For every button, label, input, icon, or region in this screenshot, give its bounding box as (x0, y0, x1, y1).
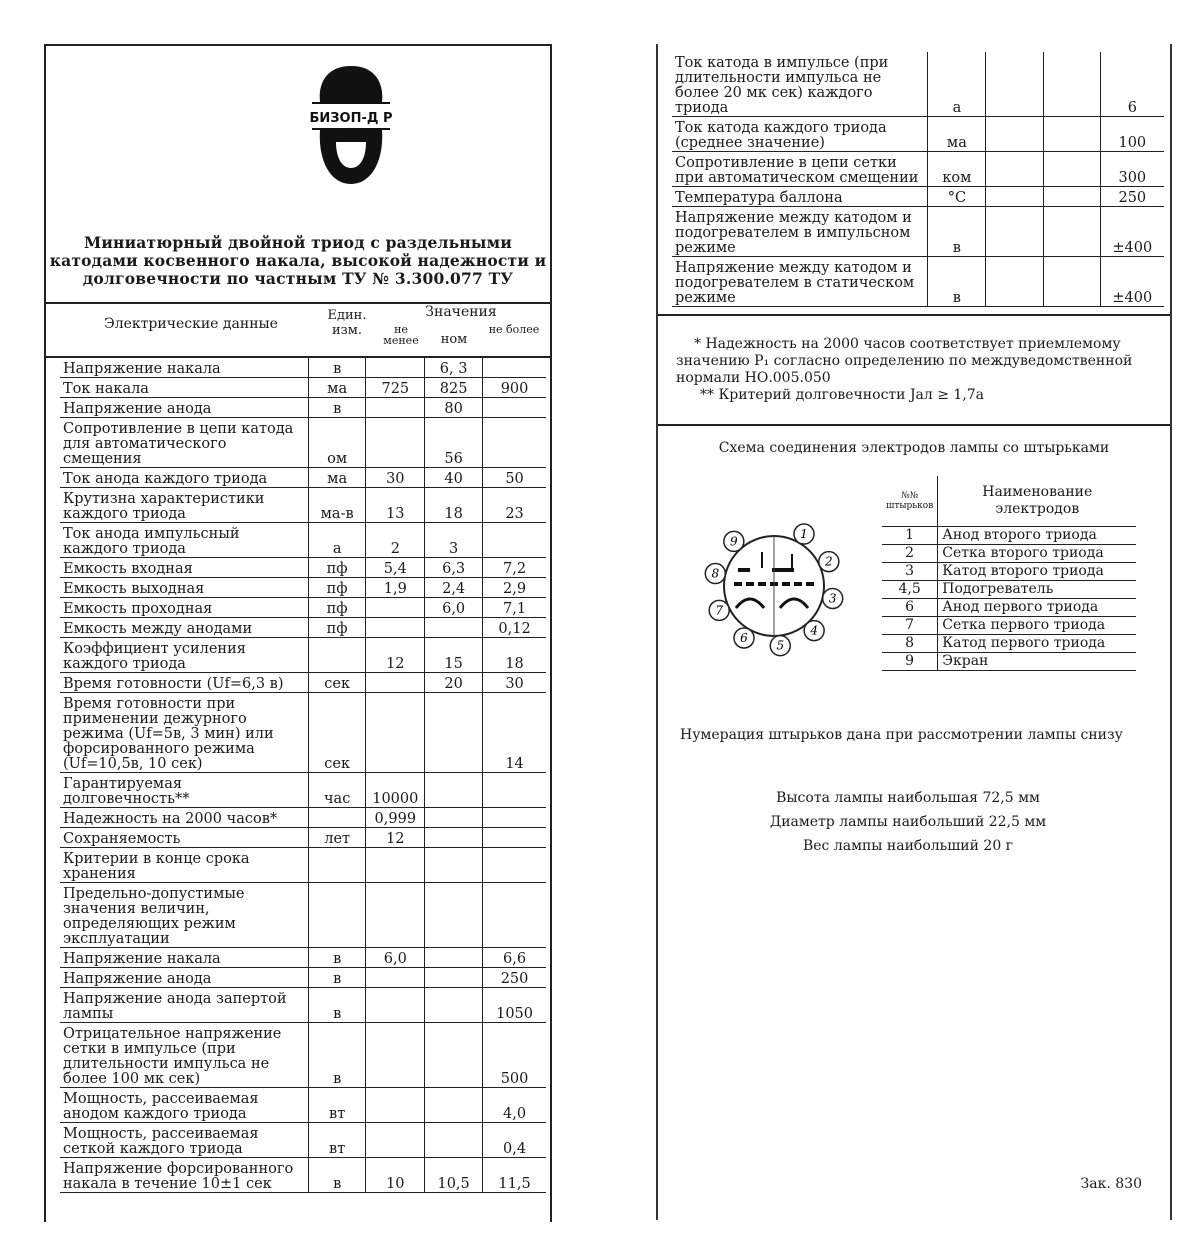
pin-electrode: Сетка первого триода (938, 617, 1137, 635)
table-row (60, 468, 546, 488)
row-nom (1043, 207, 1100, 257)
row-min (986, 187, 1043, 207)
row-min (986, 207, 1043, 257)
table-row (60, 488, 546, 523)
row-name: Сохраняемость (60, 828, 308, 848)
row-max: 6 (1100, 52, 1164, 117)
pins-header-num: №№ штырьков (882, 476, 938, 527)
row-max: ±400 (1100, 207, 1164, 257)
row-name: Емкость входная (60, 558, 308, 578)
row-name: Напряжение анода (60, 968, 308, 988)
row-unit: в (308, 358, 366, 378)
row-name: Ток накала (60, 378, 308, 398)
header-max: не более (488, 323, 540, 336)
row-nom (425, 773, 483, 808)
header-electrical: Электрические данные (104, 316, 278, 332)
row-max: 900 (483, 378, 546, 398)
row-min (366, 883, 425, 948)
table-row (60, 578, 546, 598)
row-min: 1,9 (366, 578, 425, 598)
row-nom (425, 1023, 483, 1088)
row-unit (308, 883, 366, 948)
row-min (366, 1023, 425, 1088)
row-min: 12 (366, 638, 425, 673)
row-nom: 20 (425, 673, 483, 693)
row-name: Гарантируемая долговечность** (60, 773, 308, 808)
pin-number: 3 (882, 563, 938, 581)
table-row (60, 418, 546, 468)
row-nom (425, 693, 483, 773)
document-title: Миниатюрный двойной триод с раздельными катодами косвенного накала, высокой надежности и долговечности по частным ТУ № 3.300.077 ТУ (49, 233, 547, 288)
row-unit: ма (308, 378, 366, 398)
table-row (60, 1158, 546, 1193)
pin-number: 2 (882, 545, 938, 563)
row-min: 0,999 (366, 808, 425, 828)
pin-number: 6 (882, 599, 938, 617)
row-name: Отрицательное напряжение сетки в импульсе (при длительности импульса не более 100 мк сек) (60, 1023, 308, 1088)
row-max: 0,12 (483, 618, 546, 638)
row-nom: 18 (425, 488, 483, 523)
row-nom: 15 (425, 638, 483, 673)
pin-label: 5 (776, 638, 785, 653)
row-name: Время готовности при применении дежурного режима (Uf=5в, 3 мин) или форсированного режима (Uf=10,5в, 10 сек) (60, 693, 308, 773)
row-max (483, 808, 546, 828)
row-nom (425, 883, 483, 948)
row-unit: пф (308, 598, 366, 618)
row-nom: 825 (425, 378, 483, 398)
row-min: 2 (366, 523, 425, 558)
table-row (672, 52, 1164, 117)
row-nom: 2,4 (425, 578, 483, 598)
row-max: 0,4 (483, 1123, 546, 1158)
row-max (483, 883, 546, 948)
row-unit: пф (308, 618, 366, 638)
row-max: 4,0 (483, 1088, 546, 1123)
row-unit: в (308, 968, 366, 988)
list-item (882, 635, 1136, 653)
row-min (366, 418, 425, 468)
row-name: Напряжение между катодом и подогревателем в статическом режиме (672, 257, 928, 307)
row-unit: пф (308, 558, 366, 578)
pin-table (882, 476, 1136, 671)
pin-electrode: Анод второго триода (938, 527, 1137, 545)
row-max: 7,2 (483, 558, 546, 578)
row-unit: в (308, 398, 366, 418)
row-nom: 6, 3 (425, 358, 483, 378)
table-row (672, 207, 1164, 257)
row-max: 100 (1100, 117, 1164, 152)
header-nom: ном (440, 332, 468, 347)
footnotes (676, 336, 1166, 404)
row-name: Крутизна характеристики каждого триода (60, 488, 308, 523)
pin-label: 7 (715, 603, 724, 618)
row-name: Ток анода импульсный каждого триода (60, 523, 308, 558)
header-unit: Един. изм. (327, 308, 367, 338)
dimension-weight: Вес лампы наибольший 20 г (802, 838, 1014, 854)
row-unit: пф (308, 578, 366, 598)
row-min (366, 598, 425, 618)
row-name: Мощность, рассеиваемая сеткой каждого триода (60, 1123, 308, 1158)
row-max: 30 (483, 673, 546, 693)
row-max: 6,6 (483, 948, 546, 968)
pin-electrode: Анод первого триода (938, 599, 1137, 617)
row-unit: в (308, 948, 366, 968)
table-row (60, 988, 546, 1023)
row-name: Надежность на 2000 часов* (60, 808, 308, 828)
table-row (60, 828, 546, 848)
row-max: 7,1 (483, 598, 546, 618)
row-min (366, 848, 425, 883)
pin-label: 4 (810, 623, 818, 638)
table-row (60, 948, 546, 968)
row-nom (425, 618, 483, 638)
limits-table-continued (672, 52, 1164, 307)
row-max: 300 (1100, 152, 1164, 187)
row-max: 250 (483, 968, 546, 988)
row-min (366, 618, 425, 638)
table-row (60, 1123, 546, 1158)
row-unit: ма-в (308, 488, 366, 523)
manufacturer-logo (306, 60, 396, 192)
list-item (882, 653, 1136, 671)
table-row (672, 117, 1164, 152)
row-unit: а (308, 523, 366, 558)
pin-electrode: Катод второго триода (938, 563, 1137, 581)
row-name: Напряжение анода запертой лампы (60, 988, 308, 1023)
left-page (44, 44, 552, 1222)
table-row (672, 257, 1164, 307)
row-min: 30 (366, 468, 425, 488)
row-name: Температура баллона (672, 187, 928, 207)
table-row (60, 968, 546, 988)
row-min: 10 (366, 1158, 425, 1193)
row-name: Ток катода каждого триода (среднее значение) (672, 117, 928, 152)
schema-title: Схема соединения электродов лампы со штырьками (718, 440, 1110, 456)
list-item (882, 581, 1136, 599)
row-min: 6,0 (366, 948, 425, 968)
row-nom: 3 (425, 523, 483, 558)
row-name: Критерии в конце срока хранения (60, 848, 308, 883)
table-row (60, 1023, 546, 1088)
table-row (672, 187, 1164, 207)
row-max: 23 (483, 488, 546, 523)
row-nom: 40 (425, 468, 483, 488)
row-nom: 6,0 (425, 598, 483, 618)
row-unit: в (928, 207, 986, 257)
row-unit: а (928, 52, 986, 117)
row-name: Напряжение накала (60, 948, 308, 968)
table-row (60, 693, 546, 773)
pin-number: 7 (882, 617, 938, 635)
pin-electrode: Подогреватель (938, 581, 1137, 599)
row-unit: вт (308, 1088, 366, 1123)
pin-number: 1 (882, 527, 938, 545)
row-nom (425, 988, 483, 1023)
table-row (60, 883, 546, 948)
row-max: 250 (1100, 187, 1164, 207)
table-row (60, 638, 546, 673)
row-unit: ма (928, 117, 986, 152)
pin-number: 8 (882, 635, 938, 653)
dimension-diameter: Диаметр лампы наибольший 22,5 мм (769, 814, 1047, 830)
footnote-durability: ** Критерий долговечности Jал ≥ 1,7а (700, 387, 985, 403)
pin-label: 1 (800, 527, 808, 542)
list-item (882, 527, 1136, 545)
row-max: 1050 (483, 988, 546, 1023)
row-name: Емкость выходная (60, 578, 308, 598)
row-nom (425, 808, 483, 828)
row-max: 50 (483, 468, 546, 488)
list-item (882, 563, 1136, 581)
table-row (60, 398, 546, 418)
row-unit: ком (928, 152, 986, 187)
row-unit: ма (308, 468, 366, 488)
row-min (366, 988, 425, 1023)
row-max: 18 (483, 638, 546, 673)
table-row (672, 152, 1164, 187)
electrical-data-table (60, 358, 546, 1193)
order-number: Зак. 830 (1080, 1176, 1142, 1192)
header-min: не менее (383, 323, 419, 347)
row-unit: в (928, 257, 986, 307)
row-max (483, 773, 546, 808)
row-name: Напряжение форсированного накала в течение 10±1 сек (60, 1158, 308, 1193)
pin-label: 3 (828, 591, 837, 606)
divider (658, 424, 1170, 426)
row-max: ±400 (1100, 257, 1164, 307)
row-nom (1043, 187, 1100, 207)
divider (658, 314, 1170, 316)
row-name: Сопротивление в цепи катода для автоматического смещения (60, 418, 308, 468)
row-min (366, 1088, 425, 1123)
row-min (366, 358, 425, 378)
row-max (483, 848, 546, 883)
table-row (60, 598, 546, 618)
row-max: 500 (483, 1023, 546, 1088)
pin-number: 4,5 (882, 581, 938, 599)
pin-label: 6 (740, 630, 748, 645)
row-nom: 10,5 (425, 1158, 483, 1193)
row-name: Ток анода каждого триода (60, 468, 308, 488)
row-max (483, 523, 546, 558)
table-row (60, 773, 546, 808)
row-unit: в (308, 1023, 366, 1088)
header-values: Значения (425, 304, 497, 320)
row-unit: лет (308, 828, 366, 848)
row-nom (1043, 117, 1100, 152)
table-row (60, 848, 546, 883)
row-unit: в (308, 988, 366, 1023)
row-unit: в (308, 1158, 366, 1193)
numbering-note: Нумерация штырьков дана при рассмотрении лампы снизу (680, 727, 1123, 743)
row-nom: 6,3 (425, 558, 483, 578)
dimension-height: Высота лампы наибольшая 72,5 мм (776, 790, 1040, 806)
row-unit: вт (308, 1123, 366, 1158)
pin-electrode: Сетка второго триода (938, 545, 1137, 563)
row-min (986, 117, 1043, 152)
row-name: Предельно-допустимые значения величин, определяющих режим эксплуатации (60, 883, 308, 948)
row-nom (425, 968, 483, 988)
row-nom (1043, 257, 1100, 307)
pin-label: 2 (824, 554, 833, 569)
row-nom (425, 848, 483, 883)
row-nom: 56 (425, 418, 483, 468)
table-row (60, 358, 546, 378)
right-page (656, 44, 1172, 1220)
row-name: Напряжение анода (60, 398, 308, 418)
row-nom (425, 828, 483, 848)
row-unit: ом (308, 418, 366, 468)
row-max (483, 828, 546, 848)
row-name: Напряжение накала (60, 358, 308, 378)
row-name: Коэффициент усиления каждого триода (60, 638, 308, 673)
row-min (366, 968, 425, 988)
row-max: 11,5 (483, 1158, 546, 1193)
table-row (60, 1088, 546, 1123)
row-max (483, 358, 546, 378)
list-item (882, 617, 1136, 635)
row-name: Емкость между анодами (60, 618, 308, 638)
row-max (483, 418, 546, 468)
table-row (60, 618, 546, 638)
row-nom (425, 1088, 483, 1123)
row-name: Ток катода в импульсе (при длительности импульса не более 20 мк сек) каждого триода (672, 52, 928, 117)
pin-label: 9 (730, 534, 738, 549)
row-unit: °С (928, 187, 986, 207)
row-nom (425, 948, 483, 968)
pin-electrode: Катод первого триода (938, 635, 1137, 653)
row-name: Мощность, рассеиваемая анодом каждого триода (60, 1088, 308, 1123)
footnote-reliability: * Надежность на 2000 часов соответствует приемлемому значению P₁ согласно определению по междуведомственной нормали НО.005.050 (676, 336, 1133, 386)
list-item (882, 545, 1136, 563)
logo-text: БИЗОП-Д Р (309, 111, 393, 126)
table-row (60, 523, 546, 558)
row-nom: 80 (425, 398, 483, 418)
row-name: Емкость проходная (60, 598, 308, 618)
row-unit: сек (308, 693, 366, 773)
row-min: 5,4 (366, 558, 425, 578)
row-name: Время готовности (Uf=6,3 в) (60, 673, 308, 693)
row-min (366, 693, 425, 773)
row-min: 725 (366, 378, 425, 398)
row-nom (1043, 152, 1100, 187)
row-nom (425, 1123, 483, 1158)
row-unit (308, 808, 366, 828)
row-min (366, 673, 425, 693)
row-max (483, 398, 546, 418)
pins-header-name: Наименование электродов (938, 476, 1137, 527)
row-name: Сопротивление в цепи сетки при автоматическом смещении (672, 152, 928, 187)
row-unit: час (308, 773, 366, 808)
row-min: 10000 (366, 773, 425, 808)
table-row (60, 673, 546, 693)
table-row (60, 378, 546, 398)
row-min (366, 1123, 425, 1158)
row-max: 14 (483, 693, 546, 773)
list-item (882, 599, 1136, 617)
table-row (60, 808, 546, 828)
row-min (366, 398, 425, 418)
tube-pin-diagram (694, 514, 854, 664)
row-unit (308, 848, 366, 883)
row-min: 13 (366, 488, 425, 523)
row-unit: сек (308, 673, 366, 693)
pin-label: 8 (711, 566, 720, 581)
row-min (986, 152, 1043, 187)
row-name: Напряжение между катодом и подогревателем в импульсном режиме (672, 207, 928, 257)
pin-electrode: Экран (938, 653, 1137, 671)
row-min (986, 52, 1043, 117)
pin-number: 9 (882, 653, 938, 671)
row-nom (1043, 52, 1100, 117)
row-min: 12 (366, 828, 425, 848)
row-max: 2,9 (483, 578, 546, 598)
row-min (986, 257, 1043, 307)
table-row (60, 558, 546, 578)
row-unit (308, 638, 366, 673)
